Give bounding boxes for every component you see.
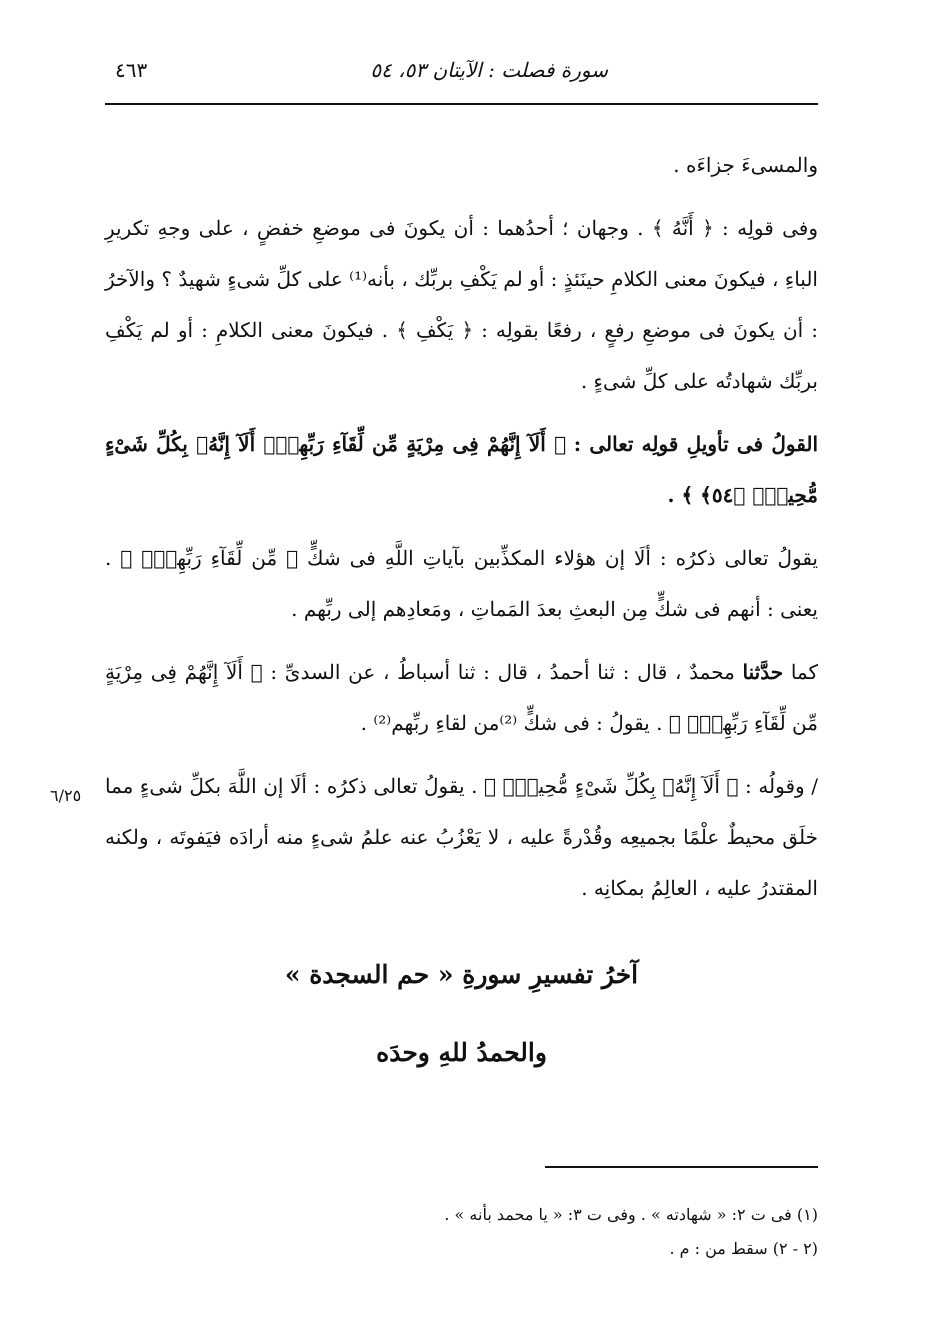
marginal-reference: ٦/٢٥ <box>50 786 82 805</box>
footnote-1: (١) فى ت ٢: « شهادته » . وفى ت ٣: « يا محمد بأنه » . <box>444 1205 818 1224</box>
running-header <box>105 58 818 92</box>
p5-post: محمدٌ ، قال : ثنا أحمدُ ، قال : ثنا أسباطُ ، عن السدىِّ : ﴿ أَلَآ إِنَّهُمْ فِى مِرْيَةٍ مِّن لِّقَآءِ رَبِّهِمْۗ ﴾ . يقولُ : فى شكٍّ ⁽²⁾من لقاءِ ربِّهم⁽²⁾ . <box>105 660 818 735</box>
quran-verse: ﴿ أَلَآ إِنَّهُمْ فِى مِرْيَةٍ مِّن لِّقَآءِ رَبِّهِمْۗ أَلَآ إِنَّهُۥ بِكُلِّ شَىْءٍ مُّحِيطٌۢ ﴿٥٤﴾ ﴾ . <box>105 432 818 507</box>
page-number: ٤٦٣ <box>115 58 148 82</box>
p5-hadith-marker: حدَّثنا <box>742 660 784 684</box>
footnote-divider <box>545 1166 818 1168</box>
section-heading: القولُ فى تأويلِ قولِه تعالى : <box>573 432 818 456</box>
header-title: سورة فصلت : الآيتان ٥٣، ٥٤ <box>370 58 608 82</box>
closing-praise: والحمدُ للهِ وحدَه <box>376 1038 547 1067</box>
paragraph-6: / وقولُه : ﴿ أَلَآ إِنَّهُۥ بِكُلِّ شَىْءٍ مُّحِيطٌۢ ﴾ . يقولُ تعالى ذكرُه : ألَا إن اللَّهَ بكلِّ شىءٍ مما خلَق محيطٌ علْمًا بجميعِه وقُدْرةً عليه ، لا يَعْزُبُ عنه علمُ شىءٍ منه أرادَه فيَفوتَه ، ولكنه المقتدرُ عليه ، العالِمُ بمكانِه . <box>105 774 818 900</box>
footnote-2: (٢ - ٢) سقط من : م . <box>669 1239 818 1258</box>
paragraph-5 <box>105 647 818 749</box>
main-text <box>105 140 818 926</box>
paragraph-2: وفى قولِه : ﴿ أَنَّهُ ﴾ . وجهان ؛ أحدُهما : أن يكونَ فى موضعِ خفضٍ ، على وجهِ تكريرِ الباءِ ، فيكونَ معنى الكلامِ حينَئذٍ : أو لم يَكْفِ بربِّك ، بأنه⁽¹⁾ على كلِّ شىءٍ شهيدٌ ؟ والآخرُ : أن يكونَ فى موضعِ رفعٍ ، رفعًا بقولِه : ﴿ يَكْفِ ﴾ . فيكونَ معنى الكلامِ : أو لم يَكْفِ بربِّك شهادتُه على كلِّ شىءٍ . <box>105 216 818 393</box>
paragraph-4: يقولُ تعالى ذكرُه : ألَا إن هؤلاء المكذِّبين بآياتِ اللَّهِ فى شكٍّ ﴿ مِّن لِّقَآءِ رَبِّهِمْۗ ﴾ . يعنى : أنهم فى شكٍّ مِن البعثِ بعدَ المَماتِ ، ومَعادِهم إلى ربِّهم . <box>105 546 818 621</box>
footnotes <box>105 1198 818 1266</box>
paragraph-1: والمسىءَ جزاءَه . <box>673 153 818 177</box>
closing-title: آخرُ تفسيرِ سورةِ « حم السجدة » <box>284 960 639 989</box>
paragraph-3 <box>105 419 818 521</box>
header-divider <box>105 103 818 105</box>
p5-pre: كما <box>790 660 818 684</box>
